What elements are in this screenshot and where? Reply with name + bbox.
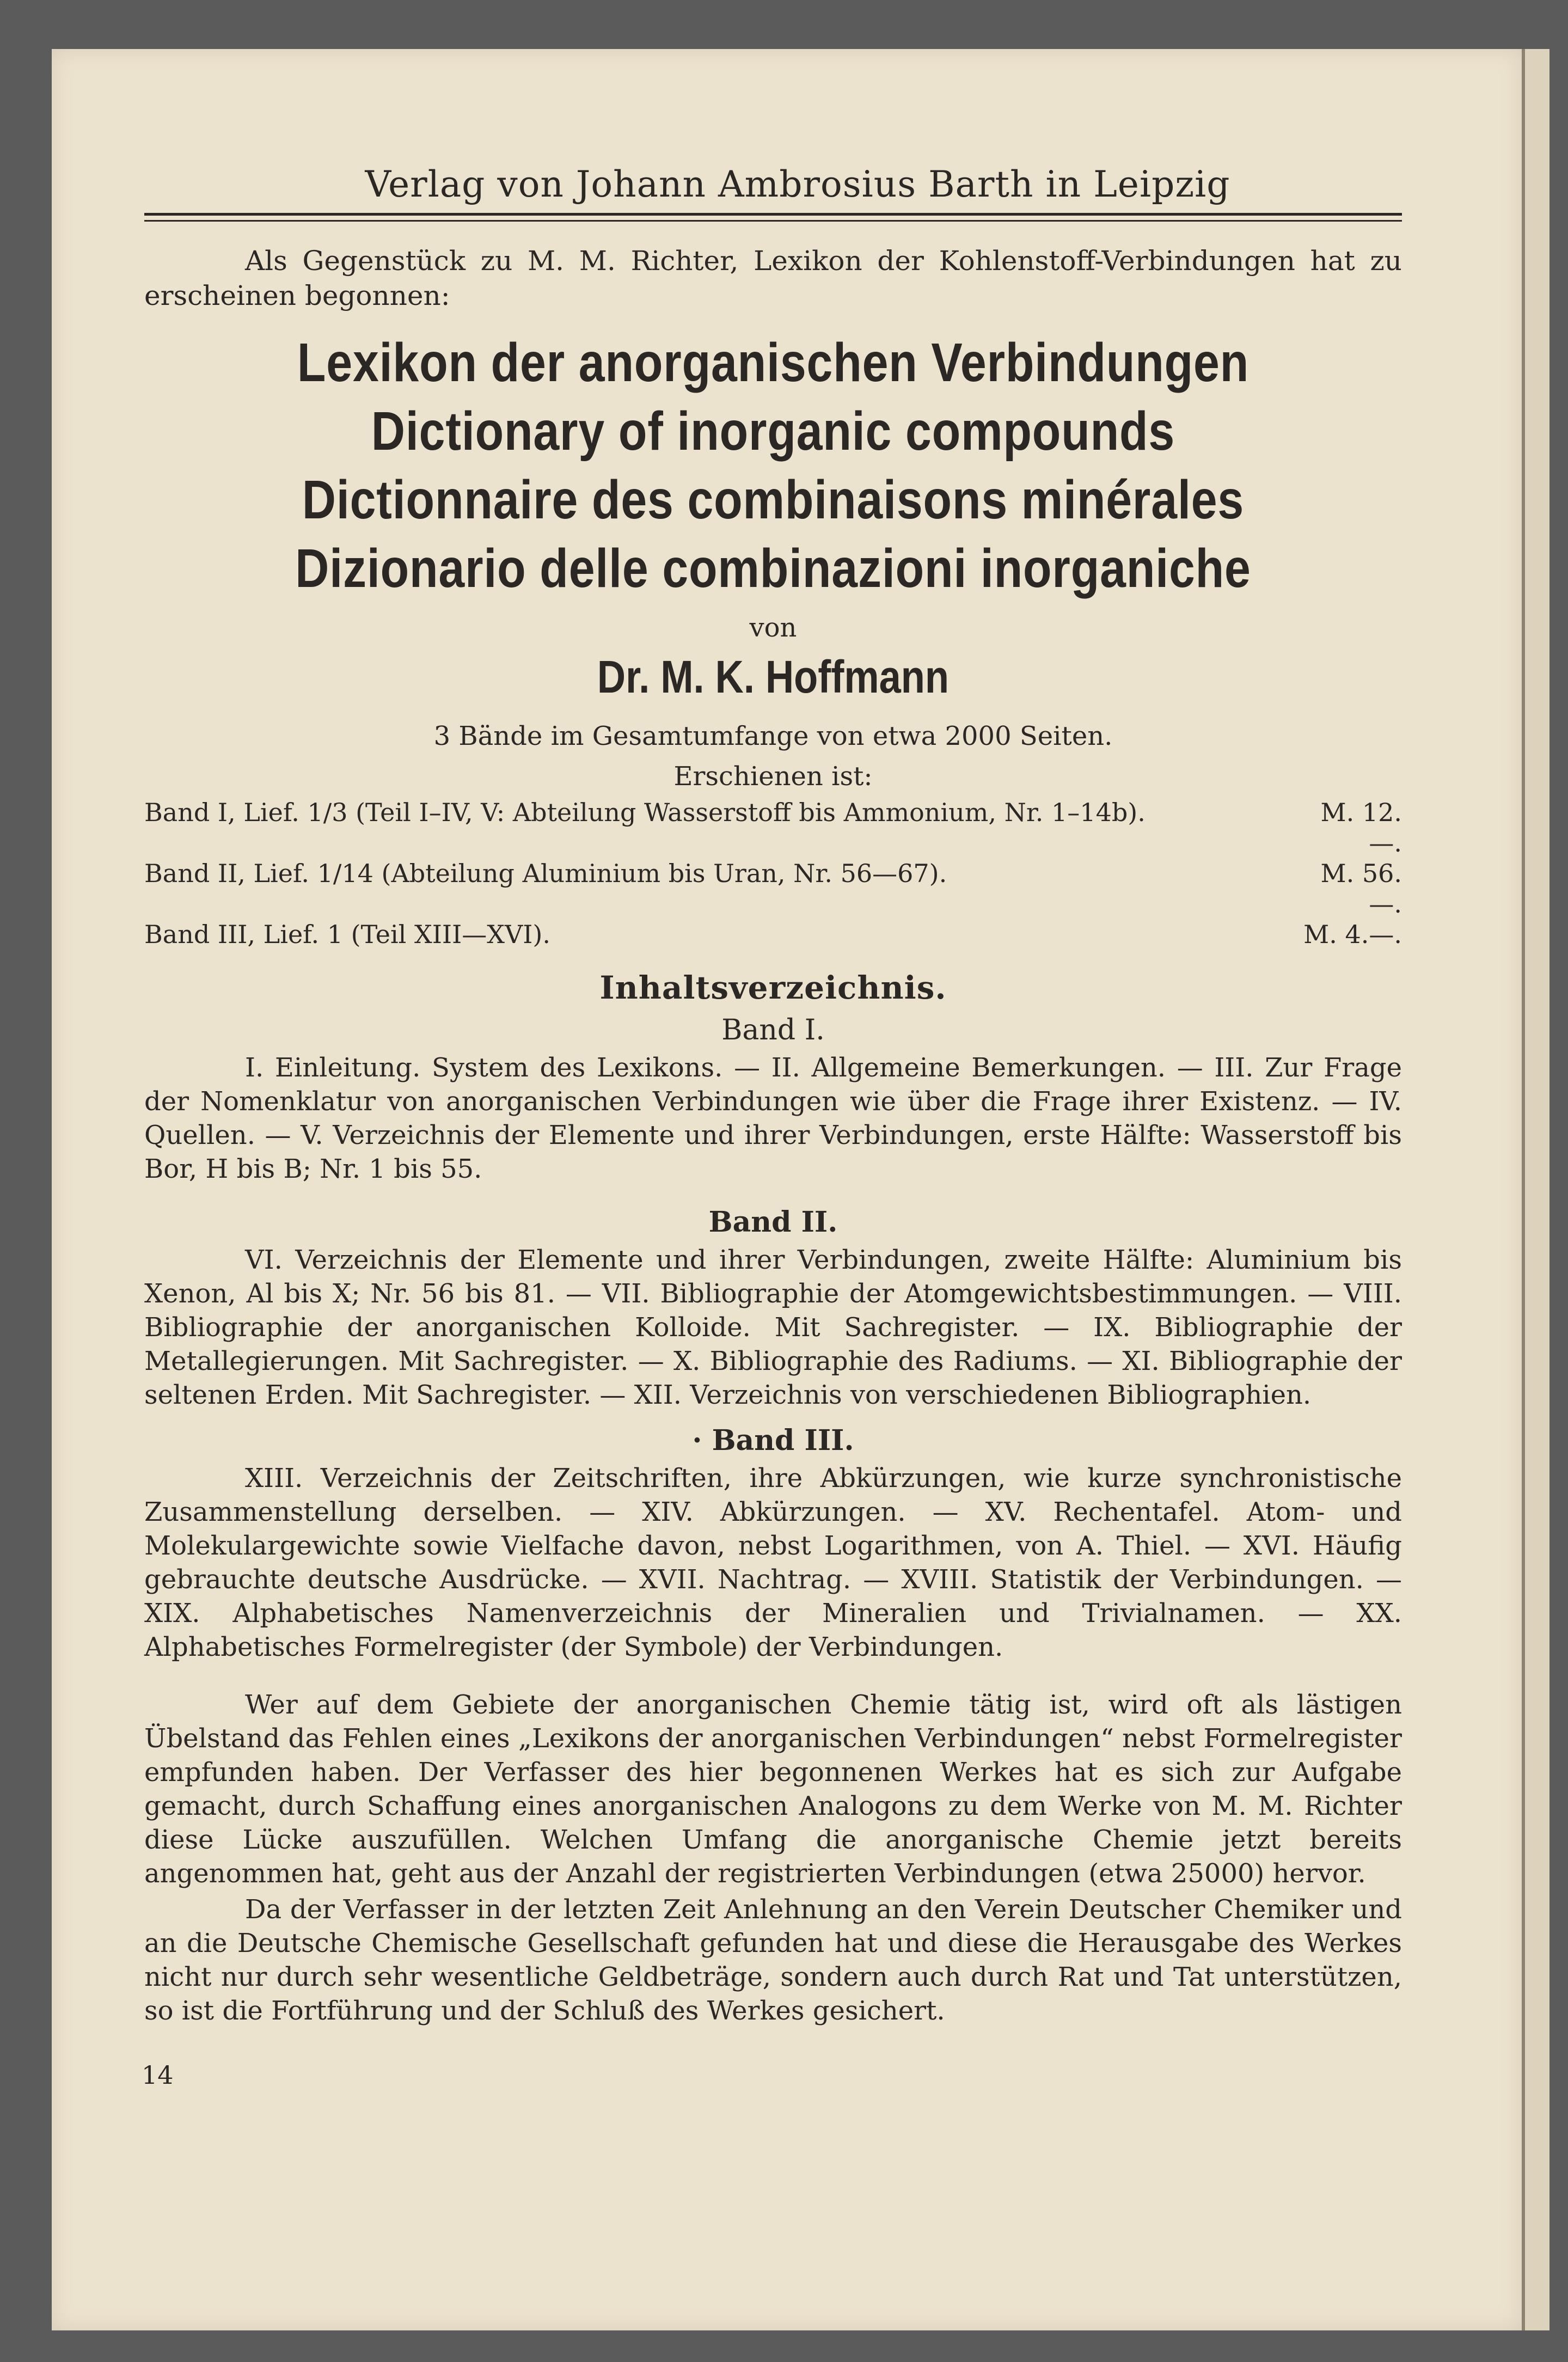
volume-row bbox=[144, 919, 1402, 950]
volume-list bbox=[144, 797, 1402, 950]
body-paragraph-2: Da der Verfasser in der letzten Zeit Anlehnung an den Verein Deutscher Chemiker und an die Deutsche Chemische Gesellschaft gefunden hat und diese die Herausgabe des Werkes nicht nur durch sehr wesentliche Geldbeträge, sondern auch durch Rat und Tat unterstützen, so ist die Fortführung und der Schluß des Werkes gesichert. bbox=[144, 1894, 1402, 2026]
publisher-header: Verlag von Johann Ambrosius Barth in Leipzig bbox=[365, 163, 1230, 205]
volume-row bbox=[144, 858, 1402, 919]
author-name: Dr. M. K. Hoffmann bbox=[597, 651, 950, 702]
title-english: Dictionary of inorganic compounds bbox=[371, 401, 1175, 462]
volume-label: Band I, Lief. 1/3 (Teil I–IV, V: Abteilung Wasserstoff bis Ammonium, Nr. 1–14b). bbox=[144, 798, 1146, 827]
band-1-text: I. Einleitung. System des Lexikons. — II. Allgemeine Bemerkungen. — III. Zur Frage der Nomenklatur von anorganischen Verbindungen wie über die Frage ihrer Existenz. — IV. Quellen. — V. Verzeichnis der Elemente und ihrer Verbindungen, erste Hälfte: Wasserstoff bis Bor, H bis B; Nr. 1 bis 55. bbox=[144, 1053, 1402, 1184]
page-content bbox=[144, 109, 1402, 2090]
title-german: Lexikon der anorganischen Verbindungen bbox=[297, 332, 1250, 393]
band-2-title: Band II. bbox=[708, 1206, 838, 1239]
page-number: 14 bbox=[142, 2060, 174, 2090]
title-block bbox=[144, 328, 1402, 603]
header-rule-thin bbox=[144, 220, 1402, 222]
von-label: von bbox=[749, 613, 797, 643]
toc-heading: Inhaltsverzeichnis. bbox=[599, 969, 947, 1006]
volume-label: Band III, Lief. 1 (Teil XIII—XVI). bbox=[144, 920, 550, 949]
extent-text: 3 Bände im Gesamtumfange von etwa 2000 Seiten. bbox=[433, 721, 1113, 751]
band-1-title: Band I. bbox=[721, 1014, 825, 1047]
volume-price: M. 56.—. bbox=[1320, 859, 1402, 919]
page-edge bbox=[1522, 49, 1549, 2330]
title-french: Dictionnaire des combinaisons minérales bbox=[302, 469, 1245, 530]
volume-price: M. 4.—. bbox=[1303, 920, 1402, 949]
intro-text: Als Gegenstück zu M. M. Richter, Lexikon der Kohlenstoff-Verbindungen hat zu erscheinen begonnen: bbox=[144, 245, 1402, 311]
volume-row bbox=[144, 797, 1402, 858]
erschienen-label: Erschienen ist: bbox=[673, 761, 873, 792]
band-3-text: XIII. Verzeichnis der Zeitschriften, ihre Abkürzungen, wie kurze synchronistische Zusammenstellung derselben. — XIV. Abkürzungen. — XV. Rechentafel. Atom- und Molekulargewichte sowie Vielfache davon, nebst Logarithmen, von A. Thiel. — XVI. Häufig gebrauchte deutsche Ausdrücke. — XVII. Nachtrag. — XVIII. Statistik der Verbindungen. — XIX. Alphabetisches Namenverzeichnis der Mineralien und Trivialnamen. — XX. Alphabetisches Formelregister (der Symbole) der Verbindungen. bbox=[144, 1463, 1402, 1662]
title-italian: Dizionario delle combinazioni inorganiche bbox=[295, 538, 1251, 599]
band-3-title: · Band III. bbox=[692, 1424, 854, 1457]
header-rule bbox=[144, 213, 1402, 216]
body-paragraph-1: Wer auf dem Gebiete der anorganischen Chemie tätig ist, wird oft als lästigen Übelstand das Fehlen eines „Lexikons der anorganischen Verbindungen“ nebst Formelregister empfunden haben. Der Verfasser des hier begonnenen Werkes hat es sich zur Aufgabe gemacht, durch Schaffung eines anorganischen Analogons zu dem Werke von M. M. Richter diese Lücke auszufüllen. Welchen Umfang die anorganische Chemie jetzt bereits angenommen hat, geht aus der Anzahl der registrierten Verbindungen (etwa 25000) hervor. bbox=[144, 1690, 1402, 1889]
volume-price: M. 12.—. bbox=[1320, 798, 1402, 858]
volume-label: Band II, Lief. 1/14 (Abteilung Aluminium bis Uran, Nr. 56—67). bbox=[144, 859, 947, 888]
band-2-text: VI. Verzeichnis der Elemente und ihrer Verbindungen, zweite Hälfte: Aluminium bis Xenon, Al bis X; Nr. 56 bis 81. — VII. Bibliographie der Atomgewichtsbestimmungen. — VIII. Bibliographie der anorganischen Kolloide. Mit Sachregister. — IX. Bibliographie der Metallegierungen. Mit Sachregister. — X. Bibliographie des Radiums. — XI. Bibliographie der seltenen Erden. Mit Sachregister. — XII. Verzeichnis von verschiedenen Bibliographien. bbox=[144, 1245, 1402, 1410]
